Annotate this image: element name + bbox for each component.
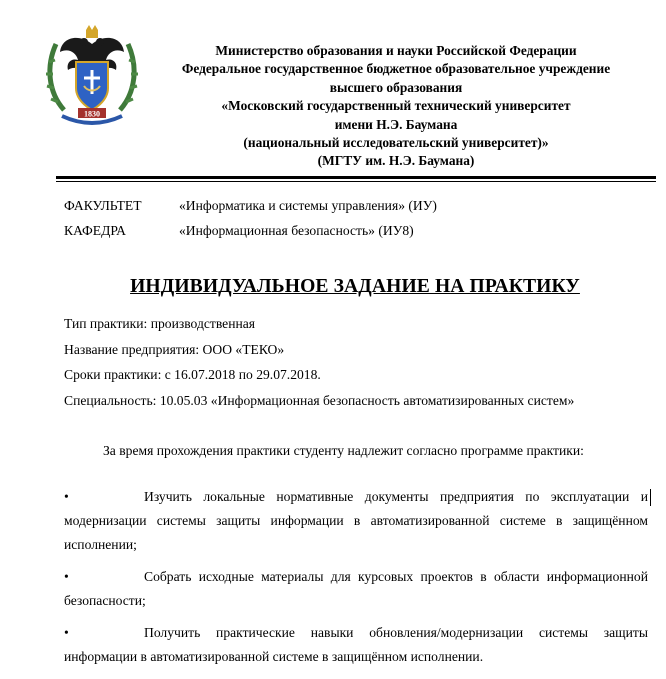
faculty-label: ФАКУЛЬТЕТ [64,198,142,213]
header-divider-thin [56,181,656,182]
department-value: «Информационная безопасность» (ИУ8) [179,223,414,238]
emblem-year-text: 1830 [84,109,100,119]
header-line-abbreviation: (МГТУ им. Н.Э. Баумана) [317,153,475,169]
task-text: Изучить локальные нормативные документы предприятия по эксплуатации и модернизации системы защиты информации в автоматизированной системе в защищённом исполнении; [64,489,648,552]
list-item [64,565,648,613]
header-line-university-status: (национальный исследовательский университет)» [243,135,549,151]
header-line-institution-type: Федеральное государственное бюджетное образовательное учреждение [181,61,611,77]
faculty-value: «Информатика и системы управления» (ИУ) [179,198,437,213]
shield-icon [76,62,108,110]
header-line-university-name: «Московский государственный технический университет [221,98,571,114]
list-item [64,621,648,669]
bmstu-emblem-logo [44,22,140,132]
tasks-list [64,485,648,677]
bullet-icon: • [64,625,69,640]
specialty-line: Специальность: 10.05.03 «Информационная безопасность автоматизированных систем» [64,393,575,408]
institution-header [150,42,642,171]
bullet-icon: • [64,489,69,504]
text-cursor [650,489,651,506]
department-label: КАФЕДРА [64,223,126,238]
header-line-ministry: Министерство образования и науки Российской Федерации [215,43,577,58]
task-text: Получить практические навыки обновления/модернизации системы защиты информации в автоматизированной системе в защищённом исполнении. [64,625,648,664]
practice-type-line: Тип практики: производственная [64,316,256,331]
task-text: Собрать исходные материалы для курсовых проектов в области информационной безопасности; [64,569,648,608]
header-divider-thick [56,176,656,179]
tasks-intro-text: За время прохождения практики студенту надлежит согласно программе практики: [103,443,584,458]
bullet-icon: • [64,569,69,584]
practice-dates-line: Сроки практики: с 16.07.2018 по 29.07.2018. [64,367,321,382]
document-title: ИНДИВИДУАЛЬНОЕ ЗАДАНИЕ НА ПРАКТИКУ [130,276,580,297]
header-line-named-after: имени Н.Э. Баумана [334,116,458,132]
list-item [64,485,648,557]
company-name-line: Название предприятия: ООО «ТЕКО» [64,342,285,357]
header-line-education-level: высшего образования [329,79,463,95]
